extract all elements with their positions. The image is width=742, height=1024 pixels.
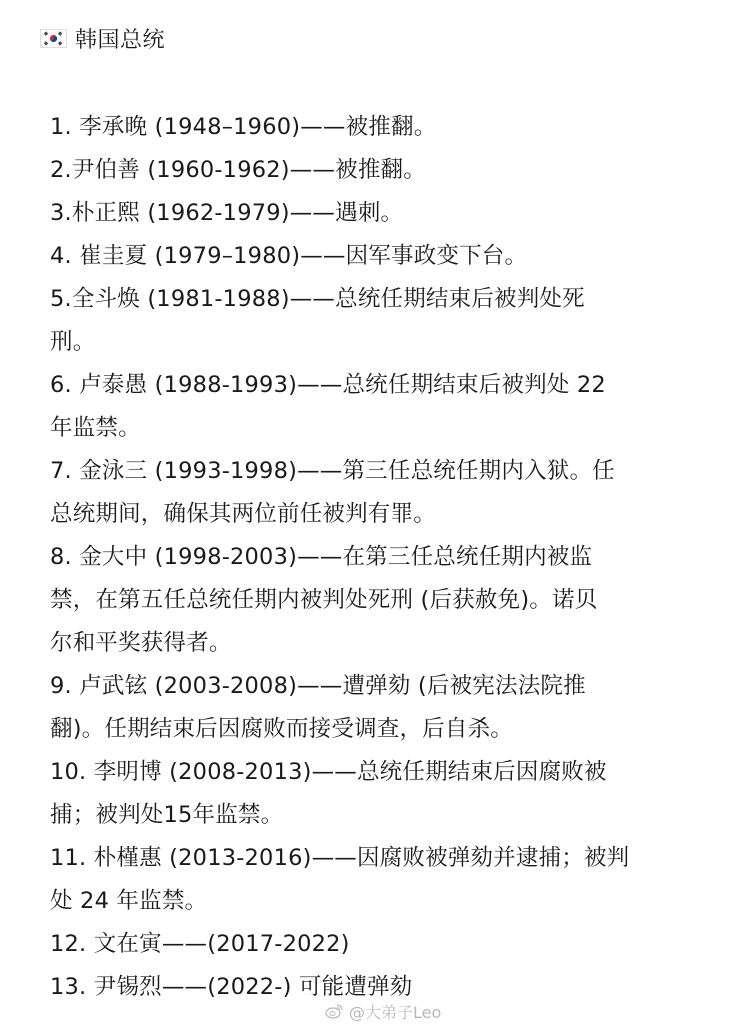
list-item-line: 尔和平奖获得者。	[50, 630, 232, 656]
list-item-line: 9. 卢武铉 (2003-2008)——遭弹劾 (后被宪法法院推	[50, 673, 586, 699]
list-item-line: 禁，在第五任总统任期内被判处死刑 (后获赦免)。诺贝	[50, 587, 598, 613]
list-item	[50, 536, 710, 665]
list-item-line: 4. 崔圭夏 (1979–1980)——因军事政变下台。	[50, 243, 528, 269]
list-item	[50, 837, 710, 923]
watermark	[325, 1000, 441, 1022]
list-item-line: 8. 金大中 (1998-2003)——在第三任总统任期内被监	[50, 544, 593, 570]
list-item	[50, 450, 710, 536]
list-item-line: 年监禁。	[50, 415, 141, 441]
list-item-line: 10. 李明博 (2008-2013)——总统任期结束后因腐败被	[50, 759, 607, 785]
south-korea-flag-icon	[40, 29, 67, 48]
list-item-line: 2.尹伯善 (1960-1962)——被推翻。	[50, 157, 426, 183]
watermark-text: @大弟子Leo	[349, 1002, 442, 1022]
list-item	[50, 192, 710, 235]
list-item-line: 3.朴正熙 (1962-1979)——遇刺。	[50, 200, 404, 226]
page-title: 韩国总统	[75, 27, 166, 53]
list-item-line: 翻)。任期结束后因腐败而接受调查，后自杀。	[50, 716, 513, 742]
list-item-line: 12. 文在寅——(2017-2022)	[50, 931, 350, 957]
list-item	[50, 235, 710, 278]
list-item-line: 5.全斗焕 (1981-1988)——总统任期结束后被判处死	[50, 286, 585, 312]
president-list	[50, 106, 710, 1009]
list-item	[50, 278, 710, 364]
list-item-line: 总统期间，确保其两位前任被判有罪。	[50, 501, 436, 527]
list-item-line: 13. 尹锡烈——(2022-) 可能遭弹劾	[50, 974, 413, 1000]
list-item	[50, 106, 710, 149]
list-item-line: 刑。	[50, 329, 96, 355]
list-item	[50, 751, 710, 837]
weibo-icon	[325, 1003, 343, 1019]
list-item-line: 1. 李承晚 (1948–1960)——被推翻。	[50, 114, 437, 140]
list-item	[50, 665, 710, 751]
header	[40, 18, 165, 58]
list-item-line: 11. 朴槿惠 (2013-2016)——因腐败被弹劾并逮捕；被判	[50, 845, 630, 871]
list-item-line: 捕；被判处15年监禁。	[50, 802, 284, 828]
list-item-line: 6. 卢泰愚 (1988-1993)——总统任期结束后被判处 22	[50, 372, 606, 398]
list-item-line: 处 24 年监禁。	[50, 888, 208, 914]
list-item	[50, 364, 710, 450]
list-item-line: 7. 金泳三 (1993-1998)——第三任总统任期内入狱。任	[50, 458, 615, 484]
list-item	[50, 923, 710, 966]
list-item	[50, 149, 710, 192]
